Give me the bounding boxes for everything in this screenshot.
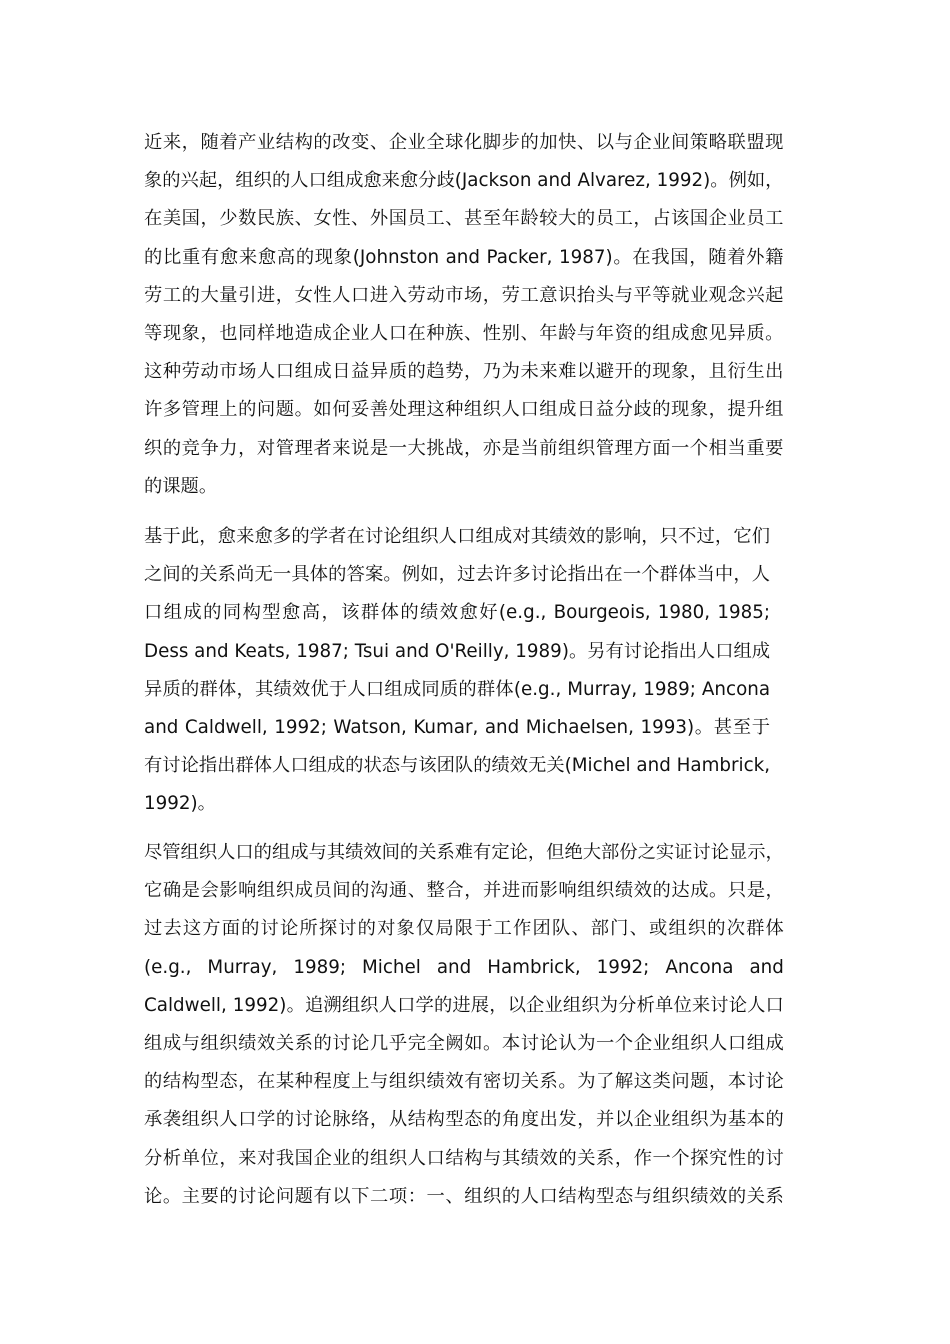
text-line: Caldwell, 1992)。追溯组织人口学的进展，以企业组织为分析单位来讨论人口 [144, 994, 784, 1016]
text-line: 的比重有愈来愈高的现象(Johnston and Packer, 1987)。在我国，随着外籍 [144, 246, 784, 268]
text-line: 的课题。 [144, 475, 218, 497]
text-line: 有讨论指出群体人口组成的状态与该团队的绩效无关(Michel and Hambrick, [144, 755, 771, 777]
paragraph-2 [144, 518, 770, 824]
text-line: 许多管理上的问题。如何妥善处理这种组织人口组成日益分歧的现象，提升组 [144, 399, 784, 421]
text-line: 基于此，愈来愈多的学者在讨论组织人口组成对其绩效的影响，只不过，它们 [144, 526, 771, 547]
text-line: 织的竞争力，对管理者来说是一大挑战，亦是当前组织管理方面一个相当重要 [144, 437, 784, 459]
text-line: 等现象，也同样地造成企业人口在种族、性别、年龄与年资的组成愈见异质。 [144, 322, 784, 344]
text-line: 分析单位，来对我国企业的组织人口结构与其绩效的关系，作一个探究性的讨 [144, 1147, 784, 1169]
text-line: and Caldwell, 1992; Watson, Kumar, and Michaelsen, 1993)。甚至于 [144, 716, 771, 738]
text-line: (e.g., Murray, 1989; Michel and Hambrick, 1992; Ancona and [144, 956, 784, 978]
paragraph-3 [144, 834, 784, 1216]
text-line: 组成与组织绩效关系的讨论几乎完全阙如。本讨论认为一个企业组织人口组成 [144, 1032, 784, 1054]
text-line: 这种劳动市场人口组成日益异质的趋势，乃为未来难以避开的现象，且衍生出 [144, 361, 784, 383]
text-line: 它确是会影响组织成员间的沟通、整合，并进而影响组织绩效的达成。只是， [144, 880, 784, 902]
text-line: Dess and Keats, 1987; Tsui and O'Reilly, 1989)。另有讨论指出人口组成 [144, 640, 771, 662]
text-line: 过去这方面的讨论所探讨的对象仅局限于工作团队、部门、或组织的次群体 [144, 918, 784, 940]
text-line: 尽管组织人口的组成与其绩效间的关系难有定论，但绝大部份之实证讨论显示， [144, 842, 784, 863]
text-line: 在美国，少数民族、女性、外国员工、甚至年龄较大的员工，占该国企业员工 [144, 208, 784, 230]
text-line: 之间的关系尚无一具体的答案。例如，过去许多讨论指出在一个群体当中，人 [144, 564, 771, 586]
text-line: 承袭组织人口学的讨论脉络，从结构型态的角度出发，并以企业组织为基本的 [144, 1109, 784, 1131]
text-line: 的结构型态，在某种程度上与组织绩效有密切关系。为了解这类问题，本讨论 [144, 1071, 784, 1093]
paragraph-1 [144, 124, 783, 506]
text-line: 异质的群体，其绩效优于人口组成同质的群体(e.g., Murray, 1989; Ancona [144, 678, 771, 700]
text-line: 论。主要的讨论问题有以下二项：一、组织的人口结构型态与组织绩效的关系 [144, 1185, 784, 1207]
text-line: 劳工的大量引进，女性人口进入劳动市场，劳工意识抬头与平等就业观念兴起 [144, 284, 784, 306]
text-line: 近来，随着产业结构的改变、企业全球化脚步的加快、以与企业间策略联盟现 [144, 132, 784, 153]
text-line: 象的兴起，组织的人口组成愈来愈分歧(Jackson and Alvarez, 1992)。例如， [144, 170, 784, 192]
text-line: 口组成的同构型愈高，该群体的绩效愈好(e.g., Bourgeois, 1980, 1985; [144, 602, 771, 624]
text-line: 1992)。 [144, 793, 216, 815]
